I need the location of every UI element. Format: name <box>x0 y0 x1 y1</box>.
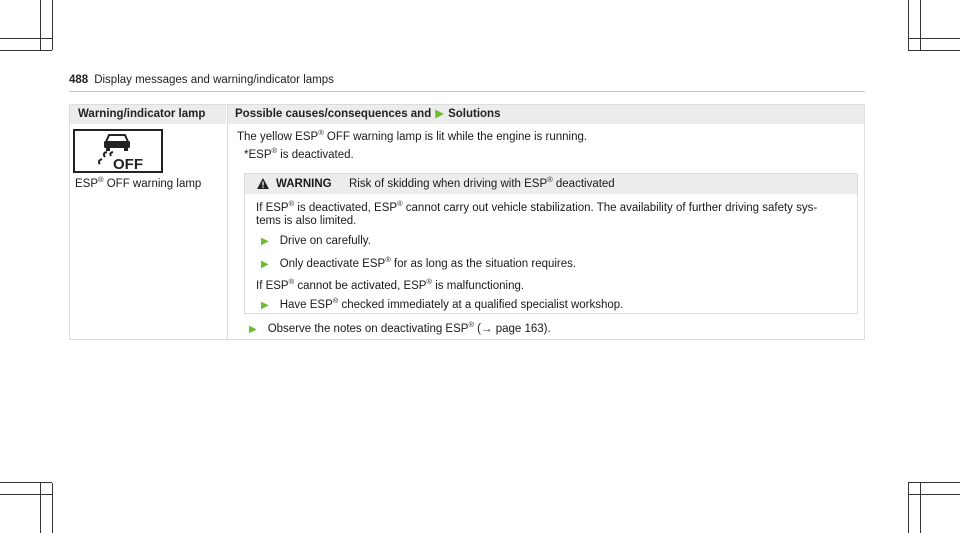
warning-paragraph-1 <box>256 201 817 215</box>
page-number: 488 <box>69 74 89 86</box>
registered-mark: ® <box>288 199 295 209</box>
text-segment: If ESP <box>256 202 289 214</box>
text-segment: is deactivated. <box>277 149 354 161</box>
crop-mark <box>908 483 909 533</box>
text-segment: The yellow ESP <box>237 131 319 143</box>
crop-mark <box>0 50 52 51</box>
warning-box <box>244 173 858 314</box>
description-line-2 <box>244 148 354 162</box>
page-header <box>69 74 334 86</box>
column-header-causes <box>228 105 864 124</box>
action-arrow-icon: ▶ <box>249 324 257 335</box>
description-line-1 <box>237 130 587 144</box>
text-segment: If ESP <box>256 280 289 292</box>
action-text: Only deactivate ESP <box>279 258 386 270</box>
warning-triangle-icon <box>257 178 269 189</box>
registered-mark: ® <box>98 175 104 185</box>
registered-mark: ® <box>385 255 391 265</box>
text-segment: *ESP <box>244 149 272 161</box>
esp-off-lamp-icon <box>73 129 163 173</box>
crop-mark <box>40 483 41 533</box>
text-segment: is deactivated, ESP <box>294 202 398 214</box>
crop-mark <box>52 0 53 50</box>
crop-mark <box>52 483 53 533</box>
page-reference-arrow-icon: → <box>481 323 493 335</box>
column-header-solutions-text: Solutions <box>448 108 501 120</box>
crop-mark <box>40 0 41 50</box>
green-arrow-icon: ▶ <box>435 108 445 120</box>
text-segment: is malfunctioning. <box>432 280 525 292</box>
registered-mark: ® <box>318 128 324 138</box>
warning-text <box>349 174 615 194</box>
text-segment: cannot carry out vehicle stabilization. The availability of further driving safety sys- <box>402 202 818 214</box>
registered-mark: ® <box>271 146 278 156</box>
lamp-label-rest: OFF warning lamp <box>103 178 202 190</box>
crop-mark <box>0 482 52 483</box>
crop-mark <box>908 50 960 51</box>
text-segment: checked immediately at a qualified specialist workshop. <box>338 299 624 311</box>
warning-header <box>245 174 857 194</box>
action-text: Observe the notes on deactivating ESP <box>267 323 469 335</box>
action-item <box>261 257 576 272</box>
lamp-label <box>75 175 202 190</box>
registered-mark: ® <box>397 199 403 209</box>
column-header-causes-text: Possible causes/consequences and <box>235 108 432 120</box>
header-divider <box>69 91 865 92</box>
page-title: Display messages and warning/indicator lamps <box>94 74 334 86</box>
skidding-car-icon <box>75 131 161 171</box>
action-arrow-icon: ▶ <box>261 300 269 311</box>
text-segment: ( <box>473 323 481 335</box>
text-segment: for as long as the situation requires. <box>390 258 577 270</box>
crop-mark <box>908 0 909 50</box>
crop-mark <box>908 494 960 495</box>
action-text: Drive on carefully. <box>279 235 371 247</box>
action-item <box>261 298 623 313</box>
page-reference-link[interactable]: page 163). <box>492 323 551 335</box>
lamp-label-esp: ESP <box>75 178 99 190</box>
text-segment: OFF warning lamp is lit while the engine is running. <box>323 131 588 143</box>
column-header-lamp: Warning/indicator lamp <box>70 105 226 124</box>
warning-paragraph-2 <box>256 279 524 293</box>
action-item-observe <box>249 322 551 337</box>
crop-mark <box>0 494 52 495</box>
crop-mark <box>920 0 921 50</box>
warning-title: WARNING <box>276 178 332 190</box>
crop-mark <box>920 483 921 533</box>
column-divider <box>227 105 228 339</box>
lamp-table <box>69 104 865 340</box>
lamp-off-text: OFF <box>113 156 143 171</box>
action-text: Have ESP <box>279 299 333 311</box>
registered-mark: ® <box>426 277 433 287</box>
action-item <box>261 234 371 249</box>
crop-mark <box>908 482 960 483</box>
crop-mark <box>908 38 960 39</box>
registered-mark: ® <box>468 320 474 330</box>
text-segment: cannot be activated, ESP <box>294 280 427 292</box>
text-segment: Risk of skidding when driving with ESP <box>349 178 548 190</box>
crop-mark <box>0 38 52 39</box>
registered-mark: ® <box>288 277 295 287</box>
text-segment: deactivated <box>552 178 615 190</box>
action-arrow-icon: ▶ <box>261 259 269 270</box>
registered-mark: ® <box>332 296 339 306</box>
action-arrow-icon: ▶ <box>261 236 269 247</box>
registered-mark: ® <box>547 175 553 185</box>
warning-paragraph-1-cont: tems is also limited. <box>256 215 357 227</box>
